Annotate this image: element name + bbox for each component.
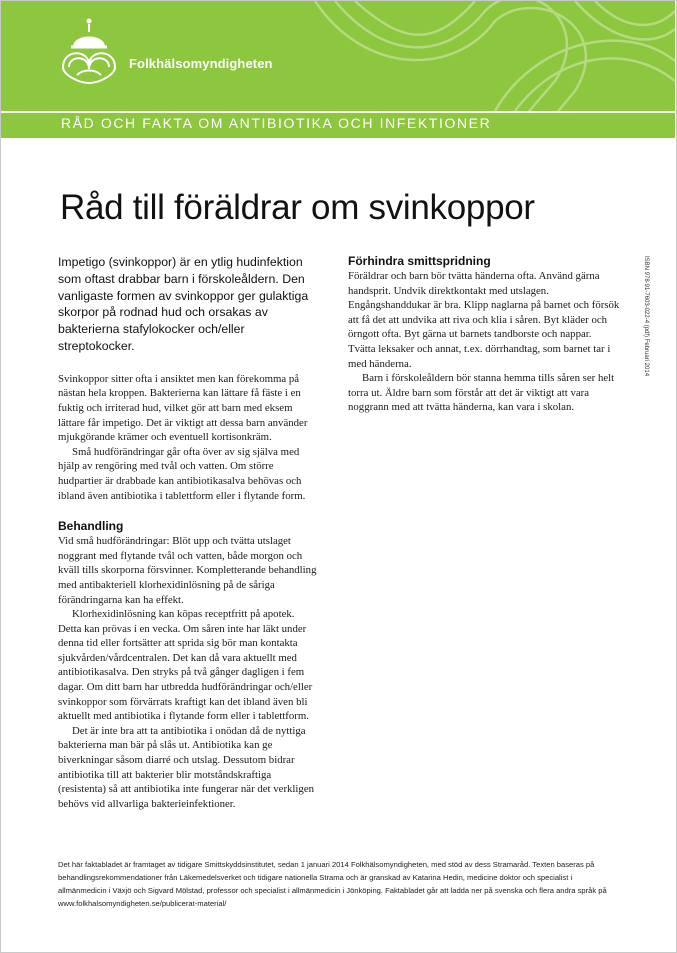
page-title: Råd till föräldrar om svinkoppor [60, 188, 535, 227]
organization-name: Folkhälsomyndigheten [129, 56, 273, 71]
heart-pattern-decoration [295, 1, 675, 111]
section-heading-smittspridning: Förhindra smittspridning [348, 254, 491, 268]
series-title: RÅD OCH FAKTA OM ANTIBIOTIKA OCH INFEKTIONER [61, 115, 492, 131]
lead-paragraph: Impetigo (svinkoppor) är en ytlig hudinfektion som oftast drabbar barn i förskoleåldern. Den vanligaste formen av svinkoppor ger gulaktiga skorpor på rodnad hud och orsakas av bakterierna stafylokocker och/eller streptokocker. [58, 255, 309, 353]
body-paragraph: Barn i förskoleåldern bör stanna hemma tills såren ser helt torra ut. Äldre barn som förstår att det är viktigt att vara noggrann med att tvätta händerna, kan vara i skolan. [348, 372, 615, 414]
header-banner [1, 1, 675, 138]
crown-logo-icon [59, 17, 119, 85]
isbn-label: ISBN 978-91-7603-022-4 (pdf) Februari 2014 [643, 256, 649, 377]
header-divider [1, 111, 675, 113]
body-paragraph: Svinkoppor sitter ofta i ansiktet men kan förekomma på nästan hela kroppen. Bakterierna kan lättare få fäste i en fuktig och irriterad hud, vilket gör att barn med eksem lättare får impetigo. Det är viktigt att dessa barn använder mjukgörande krämer och eventuell kortisonkräm. [58, 372, 308, 444]
body-paragraph: Små hudförändringar går ofta över av sig själva med hjälp av rengöring med tvål och vatten. Om större hudpartier är drabbade kan antibiotikasalva behövas och ibland även antibiotika i tablettform eller i flytande form. [58, 445, 306, 502]
section-heading-behandling: Behandling [58, 519, 124, 534]
body-paragraph: Vid små hudförändringar: Blöt upp och tvätta utslaget noggrant med flytande tvål och vatten, både morgon och kväll tills skorporna försvinner. Kompletterande behandling med antibakteriell klorhexidinlösning på de såriga förändringarna kan ha effekt. [58, 535, 317, 606]
isbn-side-text [640, 256, 650, 386]
footer-credits: Det här faktabladet är framtaget av tidigare Smittskyddsinstitutet, sedan 1 januari 2014 Folkhälsomyndigheten, med stöd av dess Stramaråd. Texten baseras på behandlingsrekommendationer från Läkemedelsverket och tidigare nationella Strama och är granskad av Katarina Hedin, medicine doktor och specialist i allmänmedicin i Växjö och Sigvard Mölstad, professor och specialist i allmänmedicin i Jönköping. Faktabladet går att ladda ner på svenska och flera andra språk på www.folkhalsomyndigheten.se/publicerat-material/ [58, 860, 607, 908]
right-column [348, 254, 620, 415]
left-column [58, 254, 318, 811]
body-paragraph: Klorhexidinlösning kan köpas receptfritt på apotek. Detta kan prövas i en vecka. Om såren inte har läkt under denna tid eller fortsätter att sprida sig bör man kontakta sjukvården/vårdcentralen. Det kan då vara aktuellt med antibiotikasalva. Den stryks på två gånger dagligen i fem dagar. Om ditt barn har utbredda hudförändringar och/eller svinkoppor som förvärrats kraftigt kan det ibland även bli aktuellt med antibiotika i flytande form eller i tablettform. [58, 608, 313, 723]
body-paragraph: Det är inte bra att ta antibiotika i onödan då de nyttiga bakterierna man bär på slås ut. Antibiotika kan ge biverkningar såsom diarré och utslag. Dessutom bidrar antibiotika till att bakterier blir motståndskraftiga (resistenta) så att antibiotika inte fungerar när det verkligen behövs vid allvarliga bakterieinfektioner. [58, 724, 315, 810]
body-paragraph: Föräldrar och barn bör tvätta händerna ofta. Använd gärna handsprit. Undvik direktkontakt med utslagen. Engångshanddukar är bra. Klipp naglarna på barnet och försök att få det att undvika att riva och klia i såren. Byt kläder och örngott ofta. Byt gärna ut barnets tandborste och nappar. Tvätta leksaker och annat, t.ex. dörrhandtag, som barnet tar i med händerna. [348, 270, 620, 370]
